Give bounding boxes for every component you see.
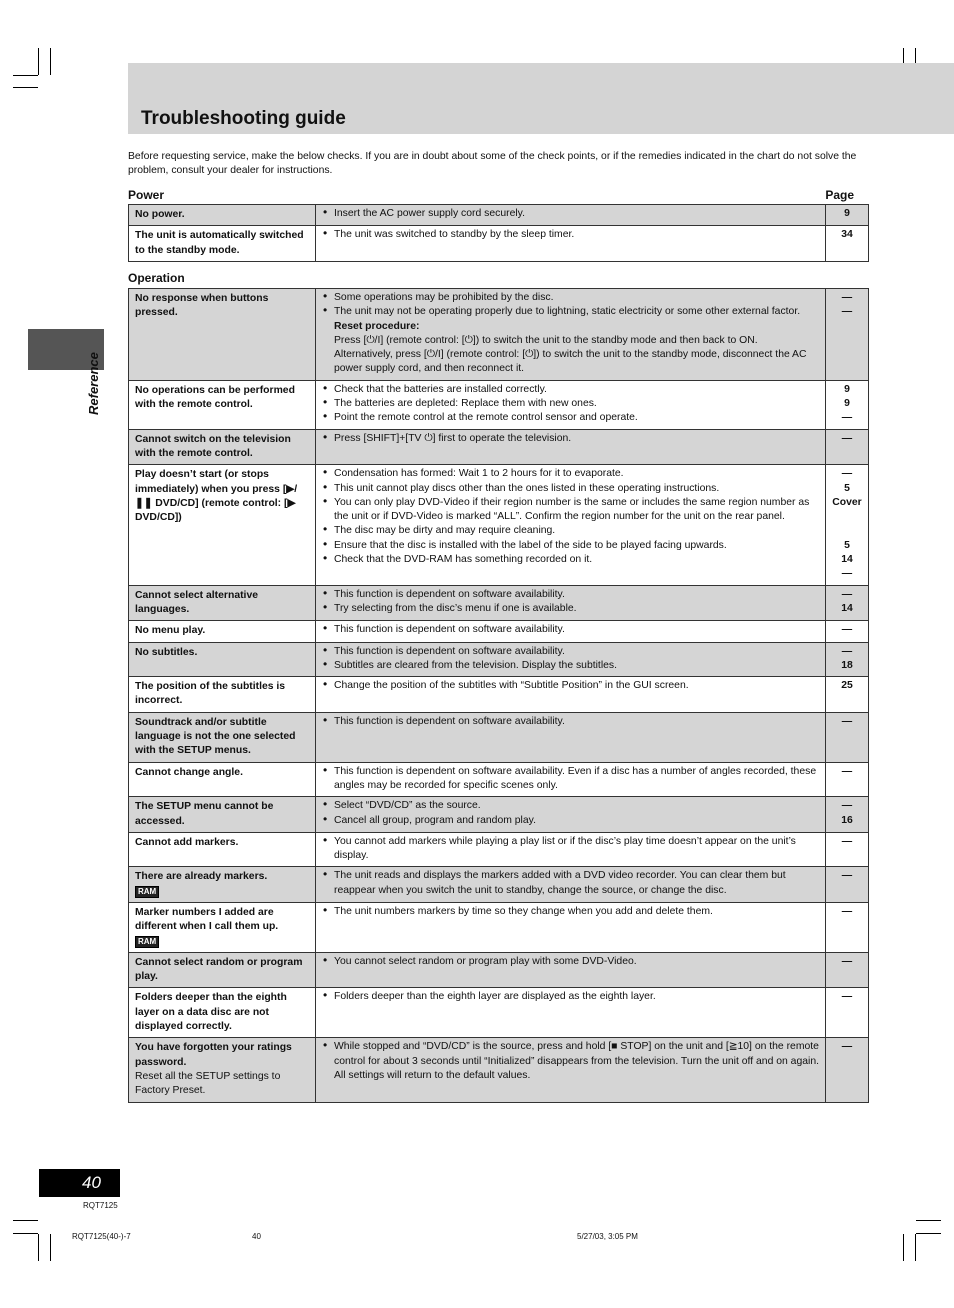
table-row xyxy=(129,226,869,262)
remedy-list xyxy=(322,228,821,242)
page-ref: — xyxy=(841,905,853,917)
page-ref: — xyxy=(841,412,853,424)
page-ref-cell xyxy=(826,642,869,677)
section-heading-power: Power xyxy=(128,188,165,202)
remedy-item: • Point the remote control at the remote control sensor and operate. xyxy=(322,411,821,425)
table-row xyxy=(129,289,869,381)
page-ref: 16 xyxy=(841,814,853,826)
remedy-item: • The disc may be dirty and may require cleaning. xyxy=(322,524,821,538)
remedy-item: • You cannot add markers while playing a play list or if the disc’s play time doesn’t appear on the unit’s display. xyxy=(322,835,821,864)
symptom-text: No menu play. xyxy=(135,625,206,637)
page-ref: — xyxy=(841,765,853,777)
remedy-list xyxy=(322,679,821,693)
symptom-text: Cannot change angle. xyxy=(135,766,243,778)
page-ref: 9 xyxy=(844,398,850,410)
remedy-cell xyxy=(316,585,826,621)
remedy-cell xyxy=(316,621,826,642)
remedy-cell xyxy=(316,797,826,833)
remedy-note: Alternatively, press [⏻/I] (remote control: [⏻]) to switch the unit to the standby mode, disconnect the AC power supply cord, and then reconnect it. xyxy=(334,349,807,375)
remedy-list xyxy=(322,467,821,567)
remedy-item: • The batteries are depleted: Replace them with new ones. xyxy=(322,397,821,411)
page-column-heading: Page xyxy=(825,188,854,202)
remedy-item: • This function is dependent on software availability. xyxy=(322,588,821,602)
page-ref: — xyxy=(841,432,853,444)
page-ref: — xyxy=(841,800,853,812)
symptom-cell xyxy=(129,712,316,762)
table-row xyxy=(129,380,869,429)
remedy-list xyxy=(322,835,821,864)
side-section-label: Reference xyxy=(86,352,101,415)
crop-mark xyxy=(13,75,38,76)
remedy-cell xyxy=(316,205,826,226)
page-ref xyxy=(826,510,868,524)
symptom-text: There are already markers. xyxy=(135,871,268,883)
symptom-cell xyxy=(129,762,316,797)
remedy-item: • Check that the DVD-RAM has something recorded on it. xyxy=(322,553,821,567)
page-ref-cell xyxy=(826,902,869,952)
footer-timestamp: 5/27/03, 3:05 PM xyxy=(577,1232,638,1241)
page-ref: 34 xyxy=(841,229,853,241)
page-ref: — xyxy=(841,715,853,727)
table-row xyxy=(129,642,869,677)
remedy-item: • Folders deeper than the eighth layer are displayed as the eighth layer. xyxy=(322,990,821,1004)
symptom-text: The position of the subtitles is incorrect. xyxy=(135,681,286,707)
remedy-cell xyxy=(316,677,826,713)
crop-mark xyxy=(13,87,38,88)
table-row xyxy=(129,832,869,867)
table-row xyxy=(129,797,869,833)
page-ref-cell xyxy=(826,465,869,585)
remedy-item: • This function is dependent on software availability. xyxy=(322,645,821,659)
remedy-item: • You can only play DVD-Video if their region number is the same or includes the same region number as the unit or if DVD-Video is marked “ALL”. Confirm the region number for the unit on the rear panel. xyxy=(322,496,821,525)
symptom-text: The unit is automatically switched to the standby mode. xyxy=(135,230,304,256)
table-row xyxy=(129,712,869,762)
remedy-list xyxy=(322,383,821,426)
symptom-text: Play doesn’t start (or stops immediately) when you press [▶/❚❚ DVD/CD] (remote control: [▶ DVD/CD]) xyxy=(135,469,298,524)
remedy-cell xyxy=(316,429,826,465)
intro-text: Before requesting service, make the below checks. If you are in doubt about some of the check points, or if the remedies indicated in the chart do not solve the problem, consult your dealer for instructions. xyxy=(128,151,857,176)
page-ref: — xyxy=(841,955,853,967)
symptom-text: You have forgotten your ratings password. xyxy=(135,1042,292,1068)
table-row xyxy=(129,867,869,903)
symptom-cell xyxy=(129,621,316,642)
remedy-item: • Condensation has formed: Wait 1 to 2 hours for it to evaporate. xyxy=(322,467,821,481)
page-ref-cell xyxy=(826,429,869,465)
crop-mark xyxy=(38,1234,39,1261)
remedy-item: • This function is dependent on software availability. Even if a disc has a number of angles recorded, these angles may be recorded for specific scenes only. xyxy=(322,765,821,794)
page-ref-cell xyxy=(826,585,869,621)
page-ref-cell xyxy=(826,1038,869,1102)
remedy-cell xyxy=(316,867,826,903)
page-ref-cell xyxy=(826,762,869,797)
page-ref: 9 xyxy=(844,383,850,395)
remedy-item: • The unit numbers markers by time so they change when you add and delete them. xyxy=(322,905,821,919)
remedy-cell xyxy=(316,952,826,988)
remedy-item: • Insert the AC power supply cord securely. xyxy=(322,207,821,221)
symptom-cell xyxy=(129,429,316,465)
crop-mark xyxy=(916,1220,941,1221)
remedy-item: • Check that the batteries are installed correctly. xyxy=(322,383,821,397)
remedy-item: • Select “DVD/CD” as the source. xyxy=(322,799,821,813)
remedy-list xyxy=(322,207,821,221)
symptom-cell xyxy=(129,465,316,585)
crop-mark xyxy=(50,48,51,75)
remedy-list xyxy=(322,291,821,377)
symptom-cell xyxy=(129,585,316,621)
page-ref: — xyxy=(841,835,853,847)
symptom-cell xyxy=(129,867,316,903)
remedy-item: • Cancel all group, program and random play. xyxy=(322,814,821,828)
page-ref: 5 xyxy=(844,482,850,494)
remedy-item: • You cannot select random or program play with some DVD-Video. xyxy=(322,955,821,969)
page-ref: 18 xyxy=(841,659,853,671)
page-ref: — xyxy=(841,645,853,657)
page-ref-cell xyxy=(826,226,869,262)
page-ref-cell xyxy=(826,832,869,867)
remedy-list xyxy=(322,905,821,919)
table-row xyxy=(129,762,869,797)
crop-mark xyxy=(50,1234,51,1261)
remedy-item: • Some operations may be prohibited by the disc. xyxy=(322,291,821,305)
symptom-text: Soundtrack and/or subtitle language is not the one selected with the SETUP menus. xyxy=(135,716,296,757)
operation-table xyxy=(128,288,869,1103)
remedy-cell xyxy=(316,465,826,585)
power-table xyxy=(128,204,869,262)
table-row xyxy=(129,902,869,952)
page-ref: — xyxy=(841,991,853,1003)
page-ref: 5 xyxy=(844,539,850,551)
page-ref-cell xyxy=(826,867,869,903)
remedy-list xyxy=(322,432,821,446)
remedy-list xyxy=(322,645,821,674)
table-row xyxy=(129,205,869,226)
symptom-text: Cannot switch on the television with the remote control. xyxy=(135,433,291,459)
remedy-item: • Change the position of the subtitles with “Subtitle Position” in the GUI screen. xyxy=(322,679,821,693)
page-ref: 14 xyxy=(841,554,853,566)
remedy-list xyxy=(322,869,821,898)
symptom-cell xyxy=(129,677,316,713)
crop-mark xyxy=(916,1233,941,1234)
page-ref-cell xyxy=(826,205,869,226)
symptom-cell xyxy=(129,902,316,952)
table-row xyxy=(129,988,869,1038)
symptom-text: Cannot select alternative languages. xyxy=(135,589,258,615)
footer-file-code: RQT7125(40-)-7 xyxy=(72,1232,131,1241)
remedy-cell xyxy=(316,1038,826,1102)
remedy-cell xyxy=(316,226,826,262)
remedy-item: • The unit may not be operating properly due to lightning, static electricity or some other external factor. xyxy=(322,305,821,319)
crop-mark xyxy=(13,1233,38,1234)
crop-mark xyxy=(903,1234,904,1261)
page-number: 40 xyxy=(39,1169,120,1197)
page-ref: — xyxy=(841,306,853,318)
symptom-cell xyxy=(129,205,316,226)
remedy-item: • Press [SHIFT]+[TV ⏻] first to operate the television. xyxy=(322,432,821,446)
remedy-item: • Ensure that the disc is installed with the label of the side to be played facing upwards. xyxy=(322,539,821,553)
remedy-list xyxy=(322,1040,821,1083)
page-ref: — xyxy=(841,624,853,636)
page-ref: — xyxy=(841,568,853,580)
table-row xyxy=(129,621,869,642)
remedy-cell xyxy=(316,642,826,677)
disc-type-badge: RAM xyxy=(135,886,159,898)
remedy-cell xyxy=(316,712,826,762)
table-row xyxy=(129,429,869,465)
symptom-text: Cannot add markers. xyxy=(135,836,239,848)
crop-mark xyxy=(38,48,39,75)
remedy-list xyxy=(322,990,821,1004)
remedy-item: • Subtitles are cleared from the television. Display the subtitles. xyxy=(322,659,821,673)
page-ref-cell xyxy=(826,289,869,381)
remedy-item: • While stopped and “DVD/CD” is the source, press and hold [■ STOP] on the unit and [≧10] on the remote control for about 3 seconds until “Initialized” disappears from the television. Turn the unit off and on again. xyxy=(322,1040,821,1069)
page-ref: 25 xyxy=(841,680,853,692)
power-table-body xyxy=(129,205,869,262)
crop-mark xyxy=(915,1234,916,1261)
remedy-item: • Try selecting from the disc’s menu if one is available. xyxy=(322,602,821,616)
page-ref: Cover xyxy=(832,496,862,508)
symptom-text: Folders deeper than the eighth layer on a data disc are not displayed correctly. xyxy=(135,992,287,1033)
remedy-cell xyxy=(316,289,826,381)
page-ref-cell xyxy=(826,797,869,833)
page-ref-cell xyxy=(826,988,869,1038)
page-ref: — xyxy=(841,588,853,600)
page-ref-cell xyxy=(826,952,869,988)
remedy-note: Press [⏻/I] (remote control: [⏻]) to switch the unit to the standby mode and then back to ON. xyxy=(334,334,758,346)
footer-page: 40 xyxy=(252,1232,261,1241)
operation-table-body xyxy=(129,289,869,1103)
remedy-subheading: Reset procedure: xyxy=(334,320,420,332)
page-ref-cell xyxy=(826,677,869,713)
page-ref: — xyxy=(841,870,853,882)
symptom-cell xyxy=(129,1038,316,1102)
page-title: Troubleshooting guide xyxy=(141,108,346,129)
remedy-item: • The unit was switched to standby by the sleep timer. xyxy=(322,228,821,242)
table-row xyxy=(129,952,869,988)
table-row xyxy=(129,465,869,585)
remedy-cell xyxy=(316,988,826,1038)
remedy-list xyxy=(322,765,821,794)
crop-mark xyxy=(13,1220,38,1221)
page-ref-cell xyxy=(826,380,869,429)
symptom-text: Cannot select random or program play. xyxy=(135,956,303,983)
section-heading-operation: Operation xyxy=(128,271,185,285)
symptom-text: No operations can be performed with the remote control. xyxy=(135,384,295,411)
symptom-text: No power. xyxy=(135,209,185,220)
symptom-cell xyxy=(129,289,316,381)
page-ref xyxy=(826,524,868,538)
symptom-text: The SETUP menu cannot be accessed. xyxy=(135,801,274,827)
remedy-list xyxy=(322,623,821,637)
symptom-cell xyxy=(129,952,316,988)
remedy-cell xyxy=(316,762,826,797)
symptom-cell xyxy=(129,642,316,677)
symptom-note: Reset all the SETUP settings to Factory Preset. xyxy=(135,1070,281,1097)
remedy-item: • This function is dependent on software availability. xyxy=(322,623,821,637)
remedy-list xyxy=(322,799,821,828)
page-ref: 14 xyxy=(841,602,853,614)
table-row xyxy=(129,677,869,713)
table-row xyxy=(129,585,869,621)
page-ref-cell xyxy=(826,621,869,642)
remedy-item: • This function is dependent on software availability. xyxy=(322,715,821,729)
remedy-item: • This unit cannot play discs other than the ones listed in these operating instructions. xyxy=(322,482,821,496)
symptom-cell xyxy=(129,797,316,833)
remedy-item: • The unit reads and displays the markers added with a DVD video recorder. You can clear them but reappear when you switch the unit to standby, change the source, or change the disc. xyxy=(322,869,821,898)
document-code: RQT7125 xyxy=(83,1201,118,1210)
symptom-cell xyxy=(129,988,316,1038)
symptom-cell xyxy=(129,380,316,429)
disc-type-badge: RAM xyxy=(135,936,159,948)
page-ref: 9 xyxy=(844,208,850,219)
remedy-cell xyxy=(316,832,826,867)
symptom-text: No response when buttons pressed. xyxy=(135,293,269,319)
remedy-list xyxy=(322,955,821,969)
symptom-cell xyxy=(129,832,316,867)
remedy-cell xyxy=(316,902,826,952)
page-ref: — xyxy=(841,468,853,480)
symptom-cell xyxy=(129,226,316,262)
page-ref: — xyxy=(841,1041,853,1053)
remedy-note: All settings will return to the default values. xyxy=(334,1069,531,1081)
page-ref-cell xyxy=(826,712,869,762)
remedy-cell xyxy=(316,380,826,429)
table-row xyxy=(129,1038,869,1102)
remedy-list xyxy=(322,588,821,617)
remedy-list xyxy=(322,715,821,729)
symptom-text: Marker numbers I added are different when I call them up. xyxy=(135,906,279,933)
symptom-text: No subtitles. xyxy=(135,646,198,658)
page-ref: — xyxy=(841,292,853,303)
